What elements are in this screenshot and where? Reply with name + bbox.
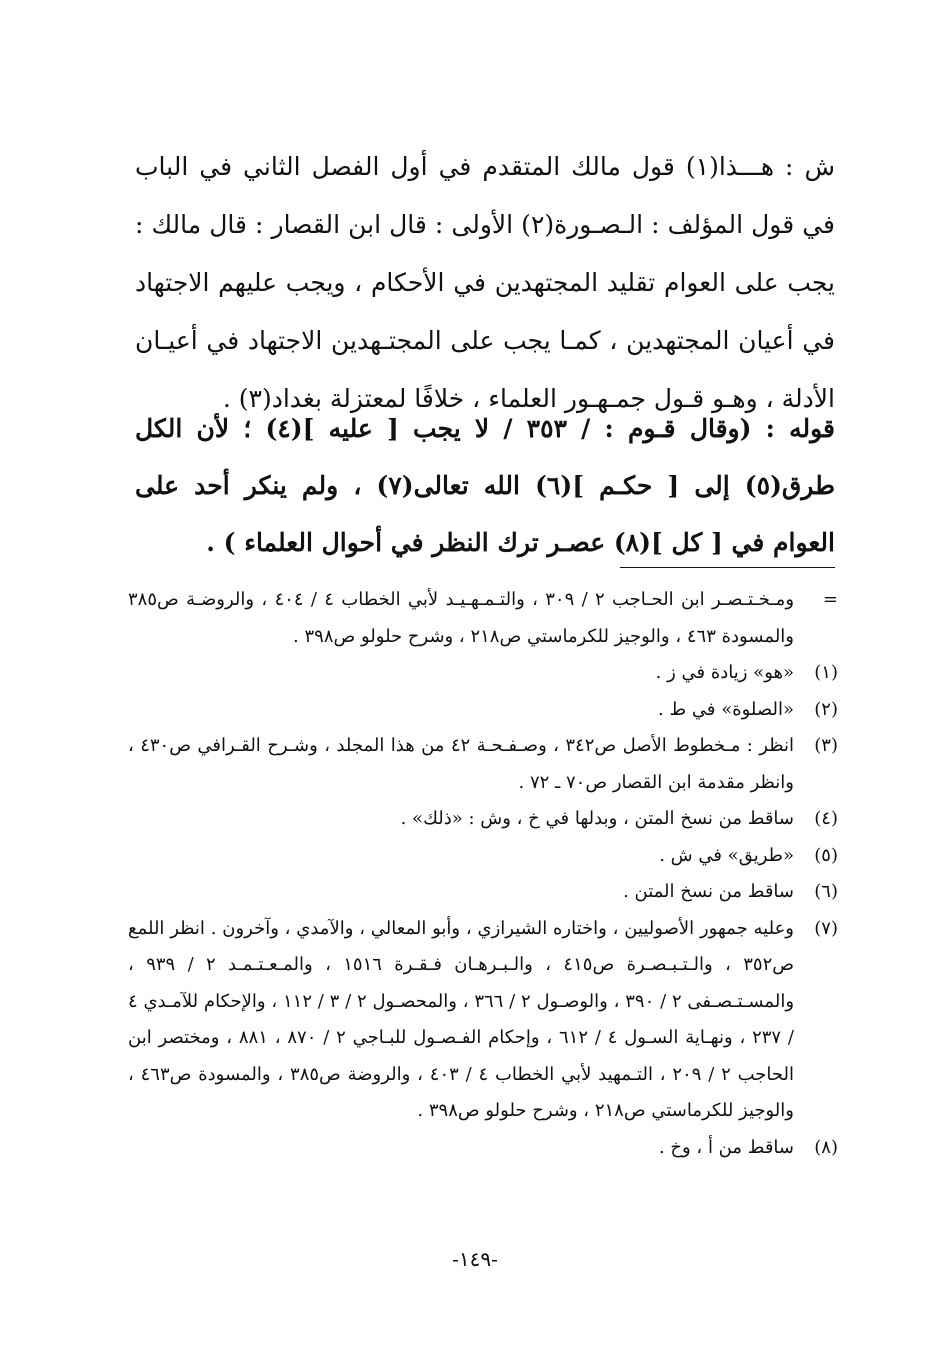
footnote-marker: (٧) [814,917,838,939]
footnote-text: «الصلوة» في ط . [658,698,794,720]
quoted-text-paragraph [135,400,835,571]
footnotes [128,582,838,1166]
footnote-text: «هو» زيادة في ز . [655,662,794,683]
footnote-marker: (٣) [814,735,838,756]
footnote-7 [128,911,838,1130]
commentary-text: ش : هـــذا(١) قول مالك المتقدم في أول الفصل الثاني في الباب في قول المؤلف : الـصـورة(٢) الأولى : قال ابن القصار : قال مالك : يجب على العوام تقليد المجتهدين في الأحكام ، ويجب عليهم الاجتهاد في أعيان المجتهدين ، كمـا يجب على المجتـهدين الاجتهاد في أعيـان الأدلة ، وهـو قـول جمـهـور العلماء ، خلافًا لمعتزلة بغداد(٣) . [135,152,835,413]
commentary-paragraph [135,138,835,428]
footnote-text: «طريق» في ش . [659,844,794,866]
footnote-3 [128,728,838,801]
footnote-1 [128,655,838,692]
footnote-5 [128,838,838,875]
footnote-8 [128,1130,838,1167]
footnote-text: ساقط من نسخ المتن ، وبدلها في خ ، وش : «ذلك» . [400,808,794,829]
quoted-text: قوله : (وقال قـوم : / ٣٥٣ / لا يجب [ عليه ](٤) ؛ لأن الكل طرق(٥) إلى [ حكـم ](٦) الله تعالى(٧) ، ولم ينكر أحد على العوام في [ كل ](٨) عصـر ترك النظر في أحوال العلماء ) . [135,414,835,557]
footnote-2 [128,692,838,729]
footnote-marker: = [822,589,838,610]
footnote-text: وعليه جمهور الأصوليين ، واختاره الشيرازي ، وأبو المعالي ، والآمدي ، وآخرون . انظر اللمع ص٣٥٢ ، والـتـبـصـرة ص٤١٥ ، والـبـرهـان فـقـرة ١٥١٦ ، والمـعـتـمـد ٢ / ٩٣٩ ، والمسـتـصـفى ٢ / ٣٩٠ ، والوصـول ٢ / ٣٦٦ ، والمحصـول ٢ / ٣ / ١١٢ ، والإحكام للآمـدي ٤ / ٢٣٧ ، ونهـاية السـول ٤ / ٦١٢ ، وإحكام الفـصـول للبـاجي ٢ / ٨٧٠ ، ٨٨١ ، ومختصر ابن الحاجب ٢ / ٢٠٩ ، التـمهيد لأبي الخطاب ٤ / ٤٠٣ ، والروضة ص٣٨٥ ، والمسودة ص٤٦٣ ، والوجيز للكرماستي ص٢١٨ ، وشرح حلولو ص٣٩٨ . [128,917,795,1121]
footnote-continuation [128,582,838,655]
footnote-4 [128,801,838,838]
footnote-marker: (٢) [814,698,838,720]
footnote-marker: (٥) [814,844,838,866]
footnote-text: ساقط من نسخ المتن . [623,881,794,902]
footnote-marker: (٨) [814,1136,838,1158]
page-number: -١٤٩- [452,1247,498,1271]
footnote-marker: (١) [814,662,838,683]
footnote-text: ومـخـتـصـر ابن الحـاجب ٢ / ٣٠٩ ، والتـمـهـيـد لأبي الخطاب ٤ / ٤٠٤ ، والروضـة ص٣٨٥ والمسودة ٤٦٣ ، والوجيز للكرماستي ص٢١٨ ، وشرح حلولو ص٣٩٨ . [128,589,795,647]
footnote-separator [620,567,835,568]
footnote-marker: (٤) [814,808,838,829]
footnote-text: انظر : مـخطوط الأصل ص٣٤٢ ، وصـفـحـة ٤٢ من هذا المجلد ، وشـرح القـرافي ص٤٣٠ ، وانظر مقدمة ابن القصار ص٧٠ ـ ٧٢ . [128,735,794,793]
footnote-text: ساقط من أ ، وخ . [658,1136,794,1158]
footnote-6 [128,874,838,911]
footnote-marker: (٦) [814,881,838,902]
